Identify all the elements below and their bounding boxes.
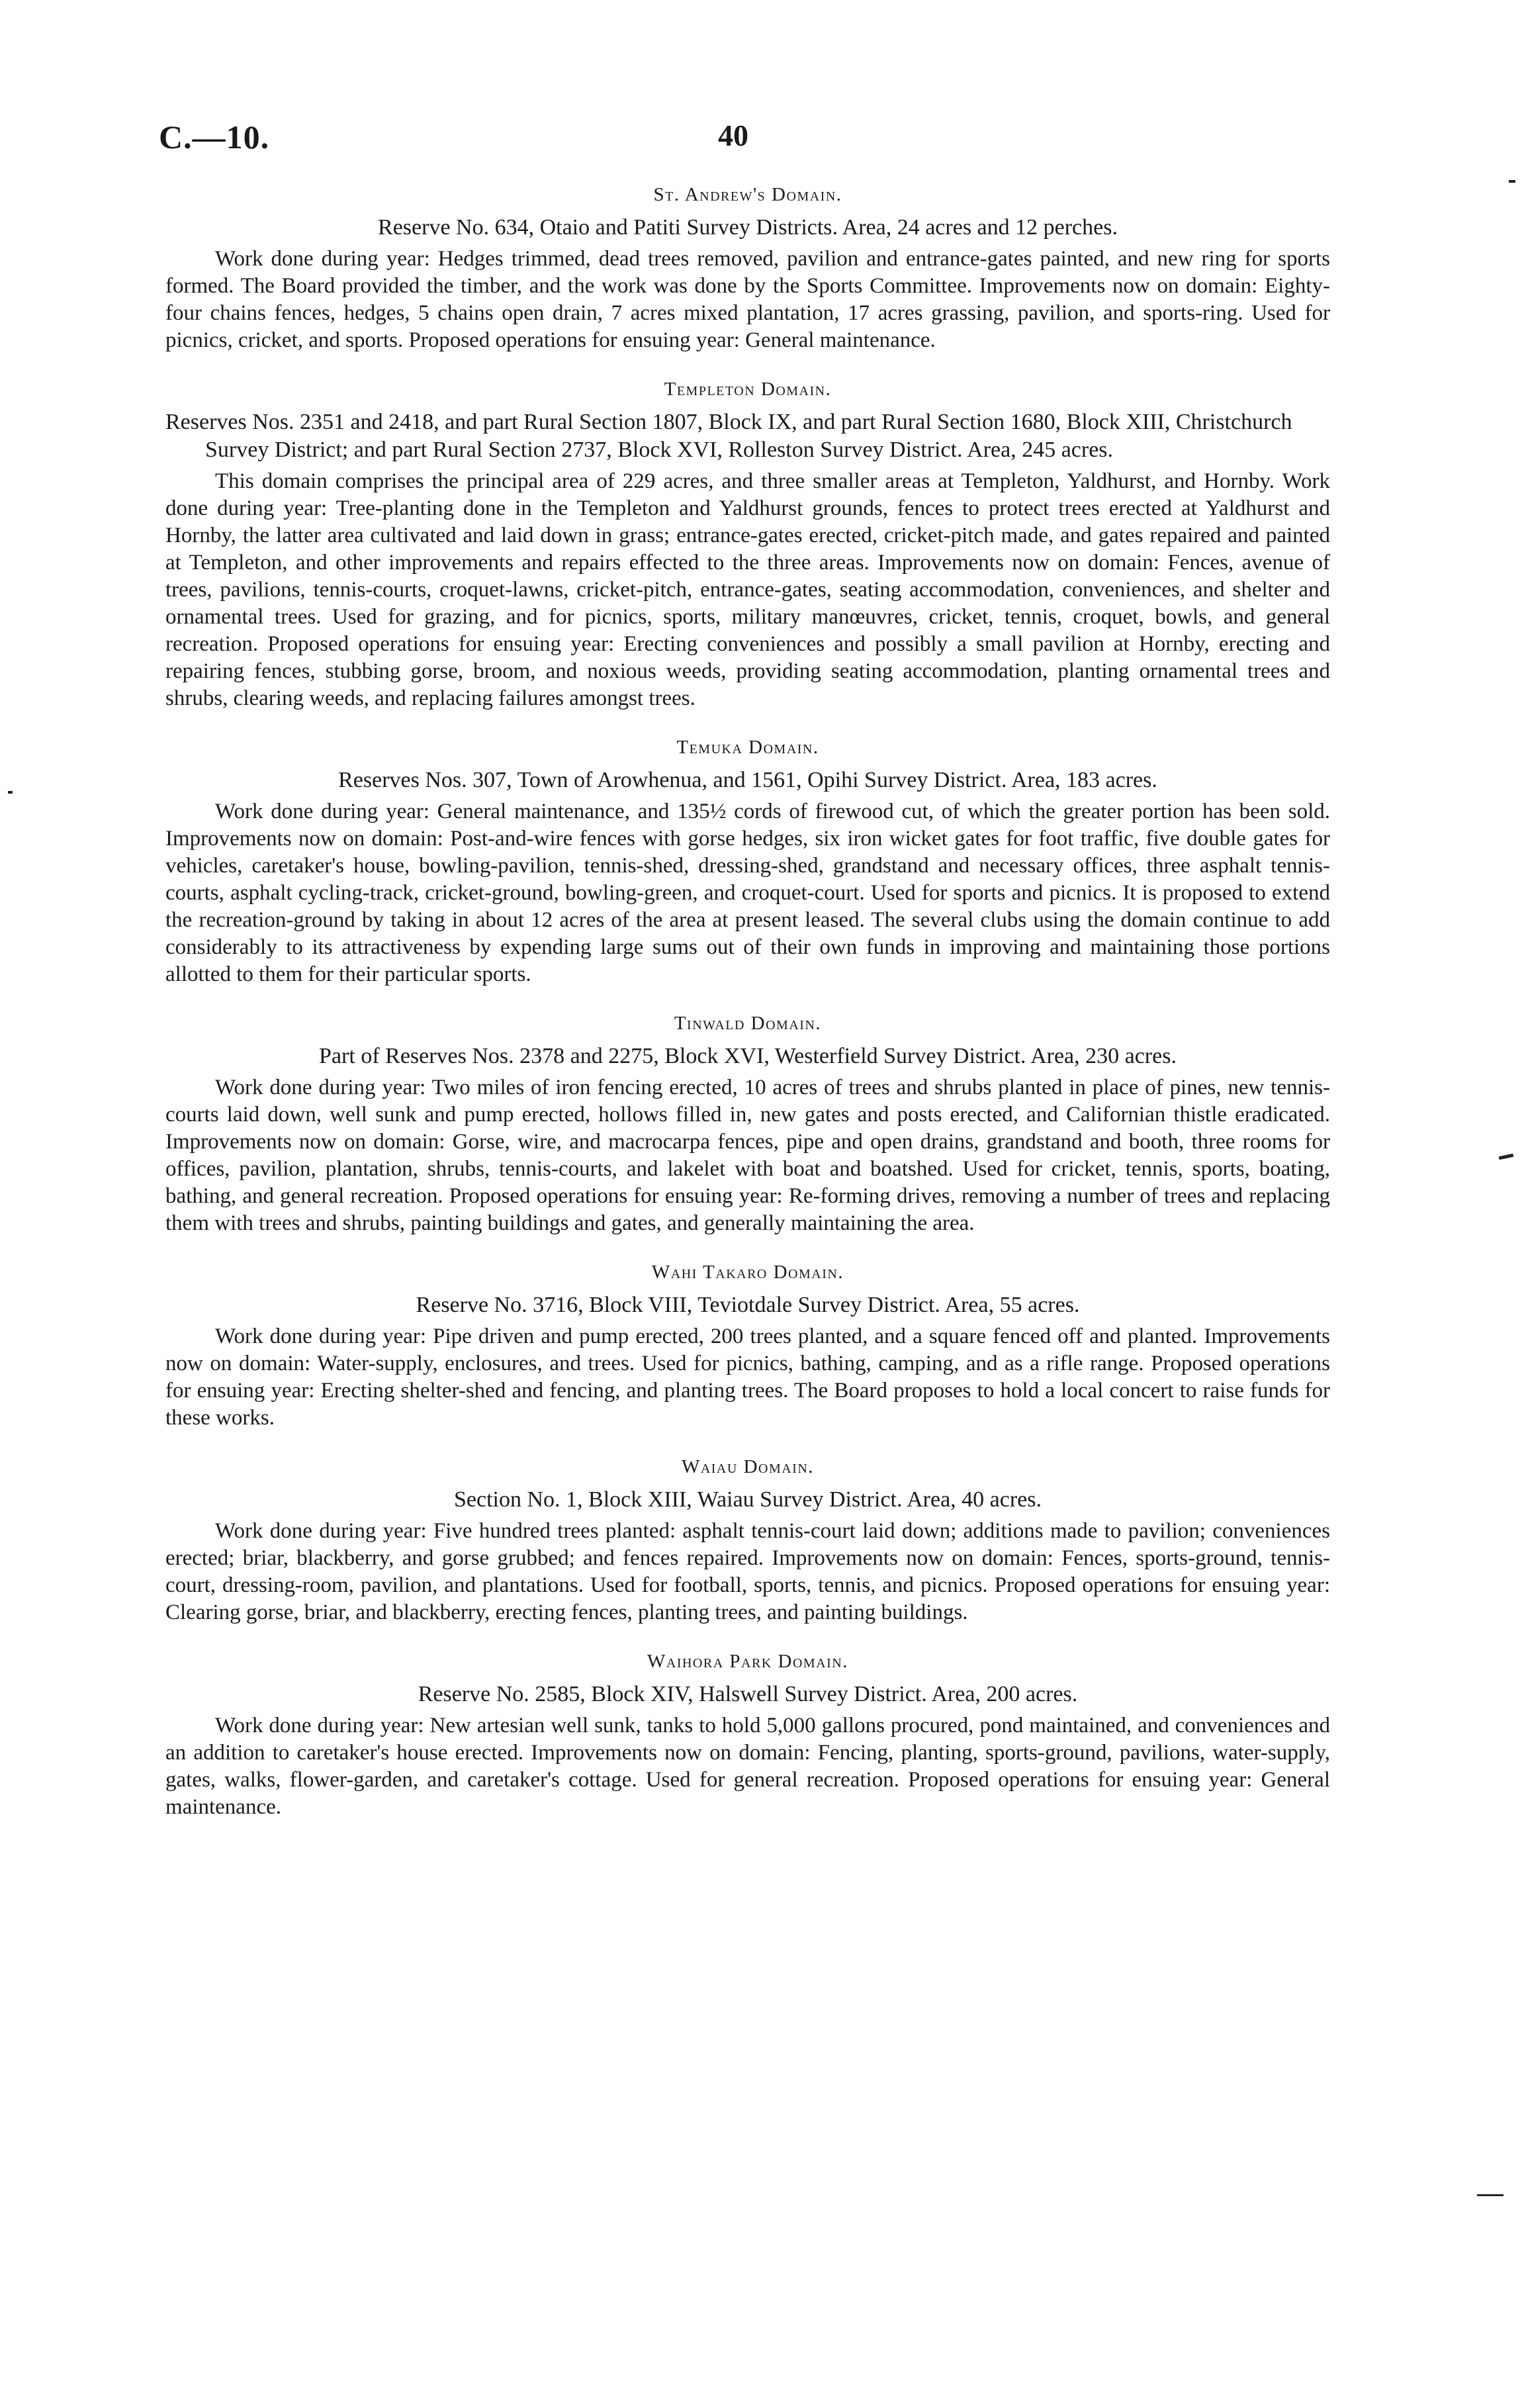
reserve-line: Section No. 1, Block XIII, Waiau Survey District. Area, 40 acres. <box>454 1487 1042 1512</box>
margin-mark-left <box>8 791 13 794</box>
reserve-line: Reserve No. 3716, Block VIII, Teviotdale Survey District. Area, 55 acres. <box>416 1293 1080 1317</box>
reserve-line: Reserve No. 2585, Block XIV, Halswell Survey District. Area, 200 acres. <box>418 1682 1078 1706</box>
section-title: Wahi Takaro Domain. <box>651 1262 844 1283</box>
reserve-line: Part of Reserves Nos. 2378 and 2275, Block XVI, Westerfield Survey District. Area, 230 acres. <box>319 1044 1177 1068</box>
section-text: This domain comprises the principal area of 229 acres, and three smaller areas at Templeton, Yaldhurst, and Hornby. Work done during year: Tree-planting done in the Templeton and Yaldhurst grounds, fences to protect trees erected at Yaldhurst and Hornby, the latter area cultivated and laid down in grass; entrance-gates erected, cricket-pitch made, and gates repaired and painted at Templeton, and other improvements and repairs effected to the three areas. Improvements now on domain: Fences, avenue of trees, pavilions, tennis-courts, croquet-lawns, cricket-pitch, entrance-gates, seating accommodation, conveniences, and shelter and ornamental trees. Used for grazing, and for picnics, sports, military manœuvres, cricket, tennis, croquet, bowls, and general recreation. Proposed operations for ensuing year: Erecting conveniences and possibly a small pavilion at Hornby, erecting and repairing fences, stubbing gorse, broom, and noxious weeds, providing seating accommodation, planting ornamental trees and shrubs, clearing weeds, and replacing failures amongst trees. <box>165 469 1330 710</box>
reserve-line: Reserve No. 634, Otaio and Patiti Survey Districts. Area, 24 acres and 12 perches. <box>378 215 1118 240</box>
section-text: Work done during year: Pipe driven and pump erected, 200 trees planted, and a square fenced off and planted. Improvements now on domain: Water-supply, enclosures, and trees. Used for picnics, bathing, camping, and as a rifle range. Proposed operations for ensuing year: Erecting shelter-shed and fencing, and planting trees. The Board proposes to hold a local concert to raise funds for these works. <box>165 1324 1330 1430</box>
reserve-line: Reserves Nos. 307, Town of Arowhenua, and 1561, Opihi Survey District. Area, 183 acres. <box>338 768 1157 792</box>
margin-mark-right-mid <box>1499 1154 1514 1160</box>
section-title: Templeton Domain. <box>664 379 832 400</box>
section-tinwald <box>165 1011 1330 1237</box>
section-text: Work done during year: Five hundred trees planted: asphalt tennis-court laid down; additions made to pavilion; conveniences erected; briar, blackberry, and gorse grubbed; and fences repaired. Improvements now on domain: Fences, sports-ground, tennis-court, dressing-room, pavilion, and plantations. Used for football, sports, tennis, and picnics. Proposed operations for ensuing year: Clearing gorse, briar, and blackberry, erecting fences, planting trees, and painting buildings. <box>165 1519 1330 1624</box>
section-text: Work done during year: New artesian well sunk, tanks to hold 5,000 gallons procured, pond maintained, and conveniences and an addition to caretaker's house erected. Improvements now on domain: Fencing, planting, sports-ground, pavilions, water-supply, gates, walks, flower-garden, and caretaker's cottage. Used for general recreation. Proposed operations for ensuing year: General maintenance. <box>165 1714 1330 1819</box>
section-wahi-takaro <box>165 1260 1330 1432</box>
section-title: Waihora Park Domain. <box>647 1651 848 1672</box>
section-title: Tinwald Domain. <box>674 1013 822 1034</box>
section-title: Temuka Domain. <box>676 737 819 758</box>
section-title: St. Andrew's Domain. <box>653 184 842 205</box>
page-number: 40 <box>718 118 748 152</box>
section-st-andrews <box>165 182 1330 354</box>
section-text: Work done during year: General maintenance, and 135½ cords of firewood cut, of which the greater portion has been sold. Improvements now on domain: Post-and-wire fences with gorse hedges, six iron wicket gates for foot traffic, five double gates for vehicles, caretaker's house, bowling-pavilion, tennis-shed, dressing-shed, grandstand and necessary offices, three asphalt tennis-courts, asphalt cycling-track, cricket-ground, bowling-green, and croquet-court. Used for sports and picnics. It is proposed to extend the recreation-ground by taking in about 12 acres of the area at present leased. The several clubs using the domain continue to add considerably to its attractiveness by expending large sums out of their own funds in improving and maintaining those portions allotted to them for their particular sports. <box>165 800 1330 986</box>
report-code: C.—10. <box>159 118 270 156</box>
section-waihora-park <box>165 1649 1330 1821</box>
section-templeton <box>165 377 1330 712</box>
margin-mark-right-low <box>1477 2194 1503 2196</box>
document-body <box>165 182 1330 1843</box>
section-text: Work done during year: Two miles of iron fencing erected, 10 acres of trees and shrubs planted in place of pines, new tennis-courts laid down, well sunk and pump erected, hollows filled in, new gates and posts erected, and Californian thistle eradicated. Improvements now on domain: Gorse, wire, and macrocarpa fences, pipe and open drains, grandstand and booth, three rooms for offices, pavilion, plantation, shrubs, tennis-courts, and lakelet with boat and boatshed. Used for cricket, tennis, sports, boating, bathing, and general recreation. Proposed operations for ensuing year: Re-forming drives, removing a number of trees and replacing them with trees and shrubs, painting buildings and gates, and generally maintaining the area. <box>165 1076 1330 1235</box>
section-temuka <box>165 735 1330 988</box>
section-text: Work done during year: Hedges trimmed, dead trees removed, pavilion and entrance-gates painted, and new ring for sports formed. The Board provided the timber, and the work was done by the Sports Committee. Improvements now on domain: Eighty-four chains fences, hedges, 5 chains open drain, 7 acres mixed plantation, 17 acres grassing, pavilion, and sports-ring. Used for picnics, cricket, and sports. Proposed operations for ensuing year: General maintenance. <box>165 247 1330 352</box>
reserve-line: Reserves Nos. 2351 and 2418, and part Rural Section 1807, Block IX, and part Rural Section 1680, Block XIII, Christchurch Survey District; and part Rural Section 2737, Block XVI, Rolleston Survey District. Area, 245 acres. <box>165 410 1292 462</box>
margin-mark-right-top <box>1509 180 1515 183</box>
section-title: Waiau Domain. <box>681 1456 815 1477</box>
section-waiau <box>165 1454 1330 1626</box>
